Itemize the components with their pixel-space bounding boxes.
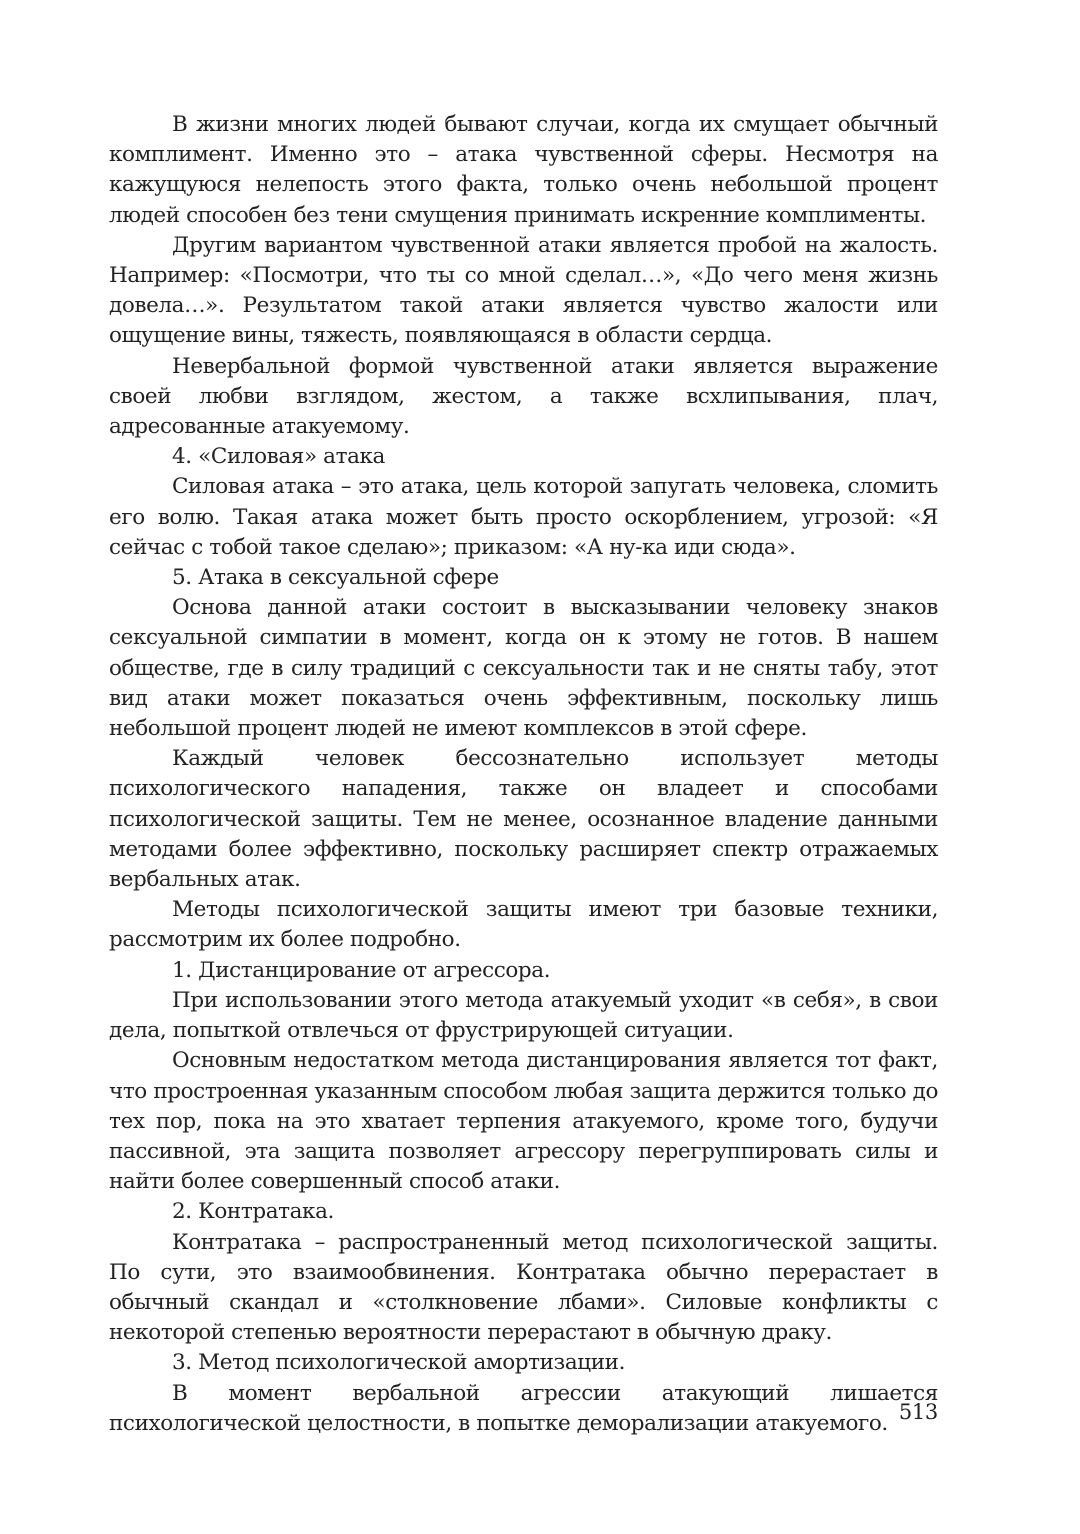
paragraph: Основным недостатком метода дистанцирования является тот факт, что простроенная указанным способом любая защита держится только до тех пор, пока на это хватает терпения атакуемого, кроме того, будучи пассивной, эта защита позволяет агрессору перегруппировать силы и найти более совершенный способ атаки. (109, 1048, 938, 1195)
section-heading: 3. Метод психологической амортизации. (172, 1350, 626, 1376)
paragraph: Невербальной формой чувственной атаки является выражение своей любви взглядом, жестом, а также всхлипывания, плач, адресованные атакуемому. (109, 353, 938, 440)
page-body (109, 110, 938, 1439)
paragraph: Другим вариантом чувственной атаки является пробой на жалость. Например: «Посмотри, что ты со мной сделал…», «До чего меня жизнь довела…». Результатом такой атаки является чувство жалости или ощущение вины, тяжесть, появляющаяся в области сердца. (109, 232, 938, 349)
paragraph: При использовании этого метода атакуемый уходит «в себя», в свои дела, попыткой отвлечься от фрустрирующей ситуации. (109, 987, 938, 1044)
section-heading: 1. Дистанцирование от агрессора. (172, 957, 551, 983)
page-number: 513 (898, 1400, 938, 1424)
paragraph: Контратака – распространенный метод психологической защиты. По сути, это взаимообвинения. Контратака обычно перерастает в обычный скандал и «столкновение лбами». Силовые конфликты с некоторой степенью вероятности перерастают в обычную драку. (109, 1229, 938, 1346)
paragraph: В жизни многих людей бывают случаи, когда их смущает обычный комплимент. Именно это – атака чувственной сферы. Несмотря на кажущуюся нелепость этого факта, только очень небольшой процент людей способен без тени смущения принимать искренние комплименты. (109, 112, 938, 228)
section-heading: 2. Контратака. (172, 1199, 334, 1225)
paragraph: Силовая атака – это атака, цель которой запугать человека, сломить его волю. Такая атака может быть просто оскорблением, угрозой: «Я сейчас с тобой такое сделаю»; приказом: «А ну-ка иди сюда». (109, 474, 938, 560)
paragraph: В момент вербальной агрессии атакующий лишается психологической целостности, в попытке деморализации атакуемого. (109, 1380, 938, 1436)
section-heading: 4. «Силовая» атака (172, 444, 385, 470)
paragraph: Методы психологической защиты имеют три базовые техники, рассмотрим их более подробно. (109, 897, 938, 953)
paragraph: Каждый человек бессознательно использует методы психологического нападения, также он владеет и способами психологической защиты. Тем не менее, осознанное владение данными методами более эффективно, поскольку расширяет спектр отражаемых вербальных атак. (109, 746, 938, 893)
paragraph: Основа данной атаки состоит в высказывании человеку знаков сексуальной симпатии в момент, когда он к этому не готов. В нашем обществе, где в силу традиций с сексуальности так и не сняты табу, этот вид атаки может показаться очень эффективным, поскольку лишь небольшой процент людей не имеют комплексов в этой сфере. (109, 595, 938, 742)
section-heading: 5. Атака в сексуальной сфере (172, 565, 499, 591)
